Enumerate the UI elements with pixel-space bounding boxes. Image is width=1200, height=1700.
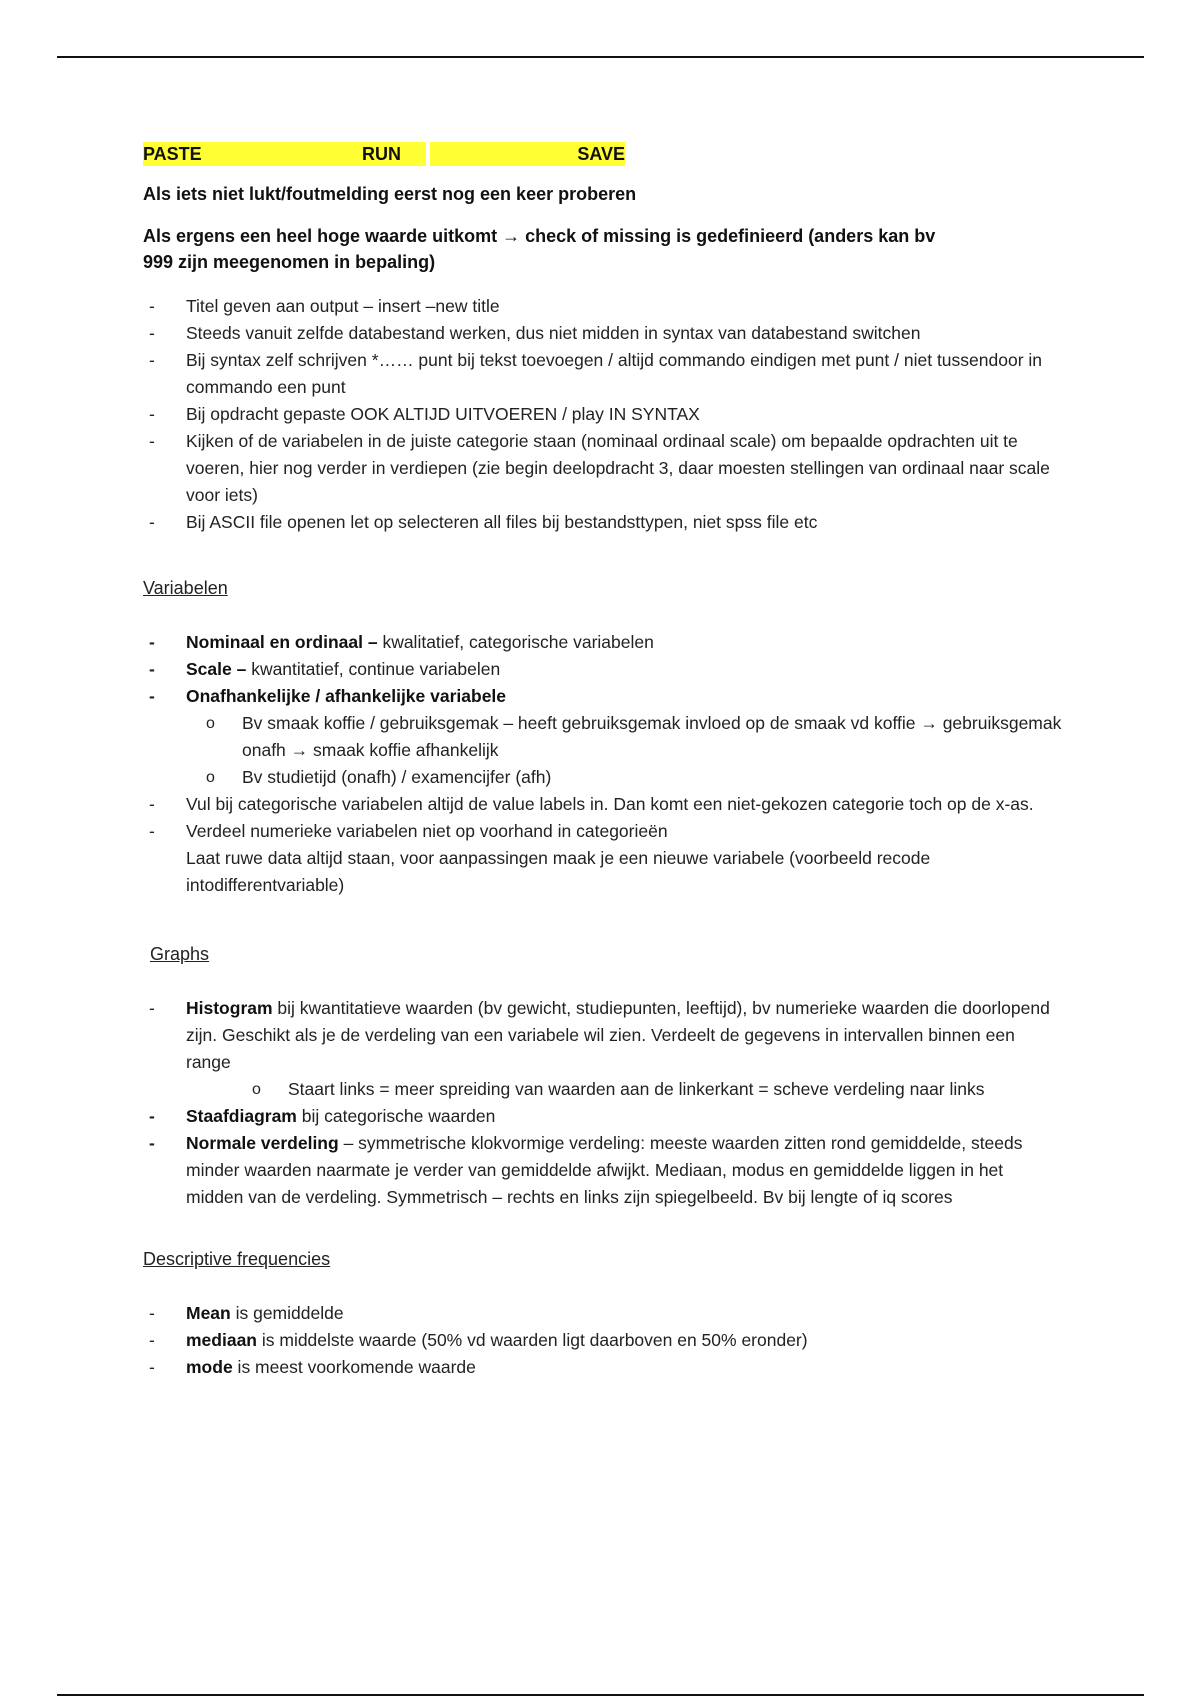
variabelen-list bbox=[143, 629, 1063, 899]
retry-note: Als iets niet lukt/foutmelding eerst nog een keer proberen bbox=[143, 184, 637, 204]
list-item: - Mean is gemiddelde bbox=[149, 1303, 344, 1323]
tips-list bbox=[143, 293, 1063, 536]
list-item: - Verdeel numerieke variabelen niet op voorhand in categorieën Laat ruwe data altijd staan, voor aanpassingen maak je een nieuwe variabele (voorbeeld recode intodifferentvariable) bbox=[149, 821, 931, 895]
list-item: - Kijken of de variabelen in de juiste categorie staan (nominaal ordinaal scale) om bepaalde opdrachten uit te voeren, hier nog verder in verdiepen (zie begin deelopdracht 3, daar moesten stellingen van ordinaal naar scale voor iets) bbox=[149, 431, 1050, 505]
document-body bbox=[143, 142, 1063, 1381]
list-item: - Normale verdeling – symmetrische klokvormige verdeling: meeste waarden zitten rond gemiddelde, steeds minder waarden naarmate je verder van gemiddelde afwijkt. Mediaan, modus en gemiddelde liggen in het midden van de verdeling. Symmetrisch – rechts en links zijn spiegelbeeld. Bv bij lengte of iq scores bbox=[149, 1133, 1023, 1207]
list-item: - Scale – kwantitatief, continue variabelen bbox=[149, 659, 501, 679]
section-heading-descriptive: Descriptive frequencies bbox=[143, 1249, 331, 1269]
highlighted-commands bbox=[143, 142, 1063, 166]
examples-sublist bbox=[186, 710, 1063, 791]
list-item: - Steeds vanuit zelfde databestand werken, dus niet midden in syntax van databestand switchen bbox=[149, 323, 921, 343]
list-item: - Vul bij categorische variabelen altijd de value labels in. Dan komt een niet-gekozen categorie toch op de x-as. bbox=[149, 794, 1034, 814]
sub-list-item: o Bv studietijd (onafh) / examencijfer (afh) bbox=[206, 767, 552, 787]
list-item: - Histogram bij kwantitatieve waarden (bv gewicht, studiepunten, leeftijd), bv numerieke waarden die doorlopend zijn. Geschikt als je de verdeling van een variabele wil zien. Verdeelt de gegevens in intervallen binnen een range o Staart links = meer spreiding van waarden aan de linkerkant = scheve verdeling naar links bbox=[143, 995, 1063, 1103]
list-item: - Titel geven aan output – insert –new title bbox=[149, 296, 500, 316]
footer-rule bbox=[57, 1694, 1144, 1696]
list-item: - Onafhankelijke / afhankelijke variabele o Bv smaak koffie / gebruiksgemak – heeft gebruiksgemak invloed op de smaak vd koffie → gebruiksgemak onafh → smaak koffie afhankelijk o Bv studietijd (onafh) / examencijfer (afh) bbox=[143, 683, 1063, 791]
sub-list-item: o Staart links = meer spreiding van waarden aan de linkerkant = scheve verdeling naar links bbox=[252, 1079, 985, 1099]
graphs-list bbox=[143, 995, 1063, 1211]
list-item: - mode is meest voorkomende waarde bbox=[149, 1357, 476, 1377]
highlight-segment-1 bbox=[143, 142, 426, 166]
paste-label: PASTE bbox=[143, 144, 202, 164]
highlight-segment-2 bbox=[430, 142, 625, 166]
histogram-sublist bbox=[186, 1076, 1063, 1103]
list-item: - Nominaal en ordinaal – kwalitatief, categorische variabelen bbox=[149, 632, 654, 652]
high-value-note bbox=[143, 223, 1063, 275]
section-heading-graphs: Graphs bbox=[150, 944, 210, 964]
section-heading-variabelen: Variabelen bbox=[143, 578, 228, 598]
list-item: - Staafdiagram bij categorische waarden bbox=[149, 1106, 496, 1126]
list-item: - mediaan is middelste waarde (50% vd waarden ligt daarboven en 50% eronder) bbox=[149, 1330, 808, 1350]
list-item: - Bij opdracht gepaste OOK ALTIJD UITVOEREN / play IN SYNTAX bbox=[149, 404, 700, 424]
high-value-line-1: Als ergens een heel hoge waarde uitkomt → check of missing is gedefinieerd (anders kan bv bbox=[143, 226, 936, 246]
run-label: RUN bbox=[362, 144, 401, 164]
list-item: - Bij ASCII file openen let op selecteren all files bij bestandsttypen, niet spss file etc bbox=[149, 512, 818, 532]
sub-list-item: o Bv smaak koffie / gebruiksgemak – heeft gebruiksgemak invloed op de smaak vd koffie → gebruiksgemak onafh → smaak koffie afhankelijk bbox=[206, 713, 1062, 760]
header-rule bbox=[57, 56, 1144, 58]
descriptive-list bbox=[143, 1300, 1063, 1381]
high-value-line-2: 999 zijn meegenomen in bepaling) bbox=[143, 252, 436, 272]
list-item: - Bij syntax zelf schrijven *…… punt bij tekst toevoegen / altijd commando eindigen met punt / niet tussendoor in commando een punt bbox=[149, 350, 1043, 397]
save-label: SAVE bbox=[577, 144, 625, 164]
